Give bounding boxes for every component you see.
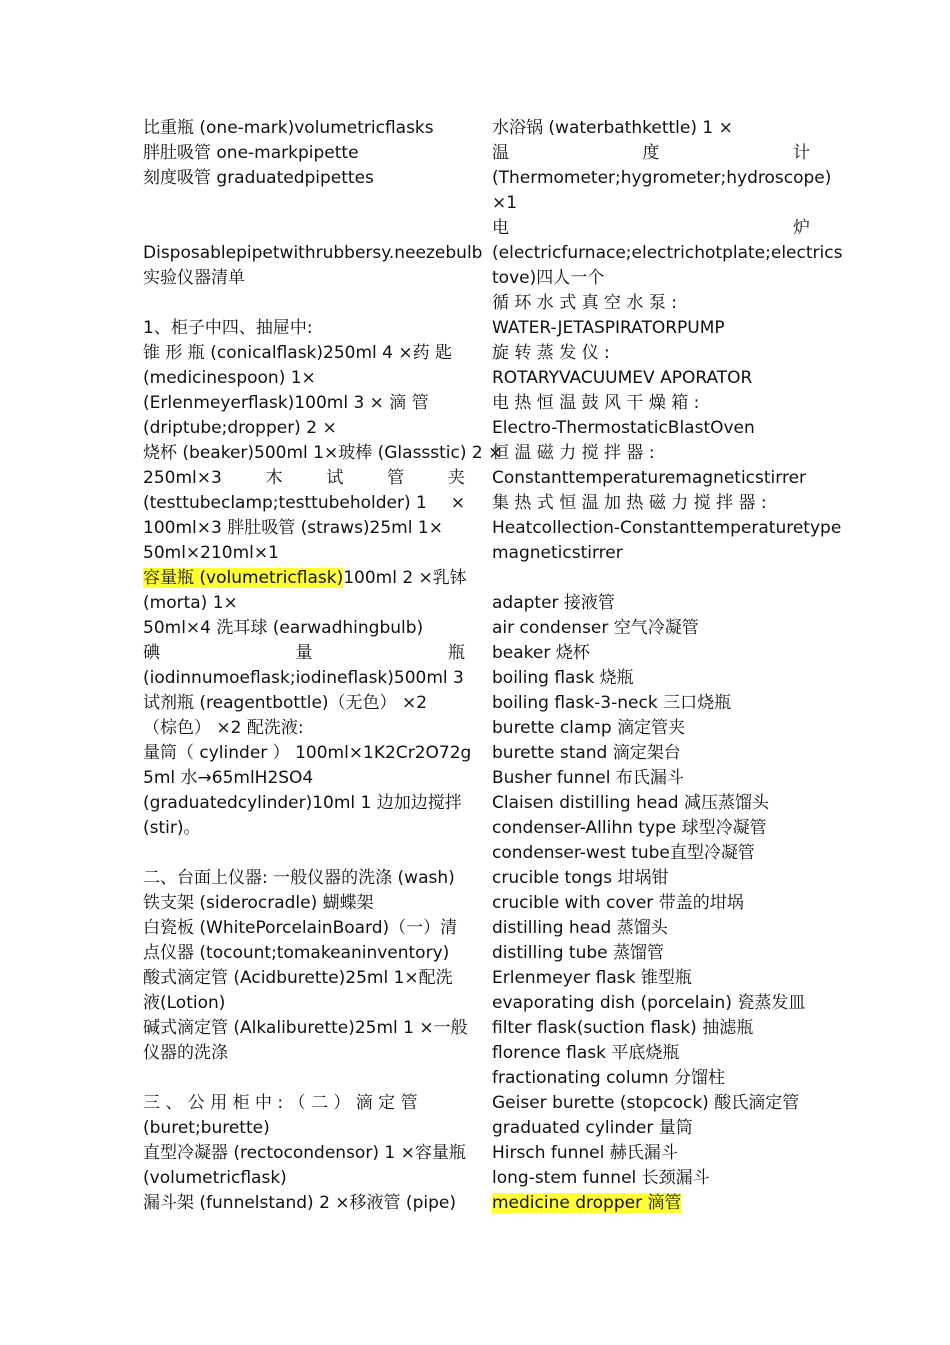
text-line: 碱式滴定管 (Alkaliburette)25ml 1 ×一般: [143, 1018, 468, 1038]
text-line: 白瓷板 (WhitePorcelainBoard)（一）清: [143, 918, 458, 938]
text-line: 水浴锅 (waterbathkettle) 1 ×: [492, 118, 733, 138]
text-line: [143, 566, 465, 591]
text-fragment: 试: [326, 468, 344, 488]
glossary-item: crucible with cover 带盖的坩埚: [492, 893, 744, 913]
text-line: (medicinespoon) 1×: [143, 368, 316, 388]
text-fragment: 炉: [793, 218, 810, 238]
text-line: [143, 491, 465, 516]
spacer: [143, 841, 465, 866]
glossary-item: distilling head 蒸馏头: [492, 918, 668, 938]
text-line: WATER-JETASPIRATORPUMP: [492, 318, 725, 338]
text-line: (driptube;dropper) 2 ×: [143, 418, 337, 438]
glossary-item: burette stand 滴定架台: [492, 743, 681, 763]
text-line: (volumetricflask): [143, 1168, 287, 1188]
highlighted-text: medicine dropper 滴管: [492, 1193, 682, 1213]
text-line: 50ml×4 洗耳球 (earwadhingbulb): [143, 618, 424, 638]
text-line: 点仪器 (tocount;tomakeaninventory): [143, 943, 450, 963]
text-line: 旋 转 蒸 发 仪 :: [492, 343, 610, 363]
glossary-item-highlighted: [492, 1191, 810, 1216]
glossary-item: boiling flask-3-neck 三口烧瓶: [492, 693, 732, 713]
text-line: 直型冷凝器 (rectocondensor) 1 ×容量瓶: [143, 1143, 466, 1163]
glossary-item: condenser-Allihn type 球型冷凝管: [492, 818, 767, 838]
section-heading: 1、柜子中四、抽屉中:: [143, 318, 313, 338]
text-line: (morta) 1×: [143, 593, 238, 613]
text-fragment: 碘: [143, 643, 160, 663]
text-line: 5ml 水→65mlH2SO4: [143, 768, 314, 788]
text-fragment: 计: [793, 143, 810, 163]
text-line: 仪器的洗涤: [143, 1043, 228, 1063]
glossary-item: filter flask(suction flask) 抽滤瓶: [492, 1018, 754, 1038]
text-line: 50ml×210ml×1: [143, 543, 279, 563]
text-fragment: 100ml 2 ×乳钵: [343, 568, 467, 588]
text-line: 比重瓶 (one-mark)volumetricflasks: [143, 118, 434, 138]
text-fragment: 温: [492, 143, 509, 163]
text-fragment: 量: [295, 643, 313, 663]
text-line: Constanttemperaturemagneticstirrer: [492, 468, 807, 488]
text-line: (Thermometer;hygrometer;hydroscope): [492, 168, 832, 188]
glossary-item: distilling tube 蒸馏管: [492, 943, 664, 963]
text-line: 100ml×3 胖肚吸管 (straws)25ml 1×: [143, 518, 443, 538]
text-line: [492, 216, 810, 241]
text-fragment: 木: [265, 468, 283, 488]
right-column: [492, 116, 843, 1216]
text-fragment: 250ml×3: [143, 468, 222, 488]
text-line: 锥 形 瓶 (conicalflask)250ml 4 ×药 匙: [143, 343, 453, 363]
text-line: 漏斗架 (funnelstand) 2 ×移液管 (pipe): [143, 1193, 456, 1213]
glossary-item: Hirsch funnel 赫氏漏斗: [492, 1143, 678, 1163]
text-line: 试剂瓶 (reagentbottle)（无色） ×2: [143, 693, 428, 713]
text-fragment: ×: [450, 493, 465, 513]
text-line: [143, 466, 465, 491]
glossary-item: Busher funnel 布氏漏斗: [492, 768, 684, 788]
text-line: 循 环 水 式 真 空 水 泵 :: [492, 293, 677, 313]
text-line: 电 热 恒 温 鼓 风 干 燥 箱 :: [492, 393, 700, 413]
text-fragment: 电: [492, 218, 509, 238]
text-line: 量筒（ cylinder ） 100ml×1K2Cr2O72g: [143, 743, 472, 763]
text-line: 实验仪器清单: [143, 268, 245, 288]
glossary-item: condenser-west tube直型冷凝管: [492, 843, 755, 863]
text-fragment: 夹: [447, 468, 465, 488]
highlighted-text: 容量瓶 (volumetricflask): [143, 568, 344, 588]
text-line: 铁支架 (siderocradle) 蝴蝶架: [143, 893, 374, 913]
glossary-item: Claisen distilling head 减压蒸馏头: [492, 793, 769, 813]
text-line: magneticstirrer: [492, 543, 623, 563]
spacer: [492, 566, 810, 591]
text-fragment: 度: [642, 143, 660, 163]
text-line: 酸式滴定管 (Acidburette)25ml 1×配洗: [143, 968, 453, 988]
text-line: （棕色） ×2 配洗液:: [143, 718, 304, 738]
text-fragment: 瓶: [448, 643, 465, 663]
text-fragment: 管: [387, 468, 405, 488]
glossary-item: crucible tongs 坩埚钳: [492, 868, 669, 888]
text-line: (iodinnumoeflask;iodineflask)500ml 3: [143, 668, 464, 688]
spacer: [143, 291, 465, 316]
text-line: ROTARYVACUUMEV APORATOR: [492, 368, 753, 388]
spacer: [143, 191, 465, 241]
text-line: Heatcollection-Constanttemperaturetype: [492, 518, 842, 538]
glossary-item: beaker 烧杯: [492, 643, 590, 663]
text-line: [143, 641, 465, 666]
glossary-item: boiling flask 烧瓶: [492, 668, 634, 688]
glossary-item: fractionating column 分馏柱: [492, 1068, 726, 1088]
text-line: 烧杯 (beaker)500ml 1×玻棒 (Glassstic) 2 ×: [143, 443, 503, 463]
text-line: Electro-ThermostaticBlastOven: [492, 418, 755, 438]
text-line: 集 热 式 恒 温 加 热 磁 力 搅 拌 器 :: [492, 493, 767, 513]
text-line: ×1: [492, 193, 518, 213]
glossary-item: air condenser 空气冷凝管: [492, 618, 699, 638]
text-fragment: (testtubeclamp;testtubeholder) 1: [143, 493, 427, 513]
glossary-item: graduated cylinder 量筒: [492, 1118, 693, 1138]
text-line: 恒 温 磁 力 搅 拌 器 :: [492, 443, 655, 463]
glossary-item: florence flask 平底烧瓶: [492, 1043, 680, 1063]
glossary-item: long-stem funnel 长颈漏斗: [492, 1168, 710, 1188]
text-line: (stir)。: [143, 818, 201, 838]
text-line: 胖肚吸管 one-markpipette: [143, 143, 359, 163]
text-line: Disposablepipetwithrubbersy.neezebulb: [143, 243, 483, 263]
glossary-item: burette clamp 滴定管夹: [492, 718, 686, 738]
text-line: 刻度吸管 graduatedpipettes: [143, 168, 374, 188]
section-heading: 二、台面上仪器: 一般仪器的洗涤 (wash): [143, 868, 455, 888]
text-line: [492, 141, 810, 166]
left-column: [143, 116, 503, 1216]
glossary-item: evaporating dish (porcelain) 瓷蒸发皿: [492, 993, 806, 1013]
text-line: tove)四人一个: [492, 268, 605, 288]
glossary-item: Geiser burette (stopcock) 酸氏滴定管: [492, 1093, 800, 1113]
glossary-item: Erlenmeyer flask 锥型瓶: [492, 968, 692, 988]
text-line: (electricfurnace;electrichotplate;electrics: [492, 243, 843, 263]
text-line: (graduatedcylinder)10ml 1 边加边搅拌: [143, 793, 462, 813]
spacer: [143, 1066, 465, 1091]
text-line: (Erlenmeyerflask)100ml 3 × 滴 管: [143, 393, 429, 413]
text-line: (buret;burette): [143, 1118, 270, 1138]
glossary-item: adapter 接液管: [492, 593, 615, 613]
text-line: 液(Lotion): [143, 993, 226, 1013]
section-heading: 三 、 公 用 柜 中 : （ 二 ） 滴 定 管: [143, 1093, 418, 1113]
